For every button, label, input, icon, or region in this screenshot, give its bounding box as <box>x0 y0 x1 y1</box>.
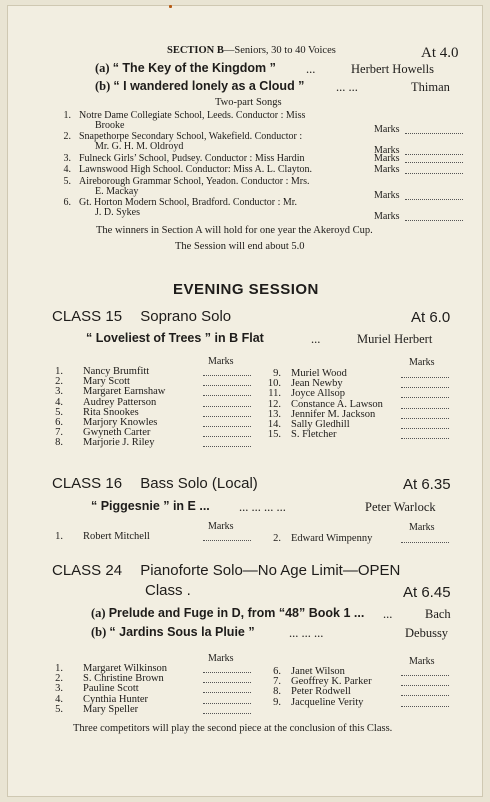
competitor-name: S. Fletcher <box>291 429 337 441</box>
song-b-composer: Thiman <box>411 80 450 94</box>
competitor-name: Rita Snookes <box>83 406 139 418</box>
class-16-number: CLASS 16 <box>52 475 123 492</box>
competitor-number: 6. <box>55 417 63 428</box>
competitor-name: Gwyneth Carter <box>83 427 151 439</box>
marks-line <box>203 438 251 447</box>
class-16-marks-label-left: Marks <box>208 521 234 532</box>
class-16-composer: Peter Warlock <box>365 500 436 514</box>
song-b <box>95 79 304 94</box>
marks-line <box>203 428 251 437</box>
class-24-piece-b-title: “ Jardins Sous la Pluie ” <box>109 625 255 639</box>
competitor-name: Robert Mitchell <box>83 531 150 542</box>
class-24-name: Pianoforte Solo—No Age Limit—OPEN <box>140 562 401 579</box>
marks-line <box>401 400 449 409</box>
class-15-name: Soprano Solo <box>140 308 232 325</box>
competitor-number: 7. <box>273 676 281 688</box>
competitor-name: Peter Rodwell <box>291 686 351 698</box>
competitor-number: 9. <box>273 696 281 708</box>
marks-line <box>405 212 463 221</box>
section-b-heading <box>167 45 336 56</box>
class-24-footnote: Three competitors will play the second piece at the conclusion of this Class. <box>73 723 393 734</box>
competitor-name: Sally Gledhill <box>291 419 350 430</box>
marks-line <box>203 664 251 673</box>
marks-line <box>203 398 251 407</box>
class-24-marks-label-right: Marks <box>409 656 435 667</box>
marks-line <box>203 367 251 376</box>
competitor-name: Janet Wilson <box>291 666 345 677</box>
competitor-number: 8. <box>273 686 281 698</box>
marks-line <box>401 687 449 696</box>
song-a-dots: ... <box>306 62 316 76</box>
competitor-name: S. Christine Brown <box>83 673 164 685</box>
competitor-number: 1. <box>55 663 63 674</box>
class-24-heading <box>52 562 400 579</box>
section-b-label: SECTION B <box>167 45 224 56</box>
programme-page: SECTION B—Seniors, 30 to 40 Voices At 4.0 (a) “ The Key of the Kingdom ” ... Herbert Howells (b) “ I wandered lonely as a Cloud ” ... ... Thiman Two-part Songs 1. Notre Dame Collegiate School, Leeds. Conductor : Miss Brooke Marks 2. Snapethorpe Secondary School, Wakefield. Conductor : Mr. G. H. M. Oldroyd Marks 3. Fulneck Girls’ School, Pudsey. Conductor : Miss Hardin Marks 4. Lawnswood High School. Conductor: Miss A. L. Clayton. Marks 5. Aireborough Grammar School, Yeadon. Conductor : Mrs. E. Mackay Marks 6. Gt. Horton Modern School, Bradford. Conductor : Mr. J. D. Sykes Marks The winners in Section A will hold for one year the Akeroyd Cup. The Session will end about 5.0 EVENING SESSION CLASS 15 Soprano Solo At 6.0 “ Loveliest of Trees ” in B Flat ... Muriel Herbert Marks Marks 1. Nancy Brumfitt 2. Mary Scott 3. Margaret Earnshaw 4. Audrey Patterson 5. Rita Snookes 6. Marjory Knowles 7. Gwyneth Carter 8. Marjorie J. Riley 9. Muriel Wood 10. Jean Newby 11. Joyce Allsop 12. Constance A. Lawson 13. Jennifer M. Jackson 14. Sally Gledhill 15. S. Fletcher CLASS 16 Bass Solo (Local) At 6.35 “ Piggesnie ” in E ... ... ... ... ... Peter Warlock Marks Marks 1. Robert Mitchell 2. Edward Wimpenny CLASS 24 Pianoforte Solo—No Age Limit—OPEN Class . At 6.45 (a) Prelude and Fuge in D, from “48” Book 1 ... ... Bach (b) “ Jardins Sous la Pluie ” ... ... ... Debussy Marks Marks 1. Margaret Wilkinson 2. S. Christine Brown 3. Pauline Scott 4. Cynthia Hunter 5. Mary Speller 6. Janet Wilson 7. Geoffrey K. Parker 8. Peter Rodwell 9. Jacqueline Verity Three competitors will play the second piece at the conclusion of this Class. <box>7 5 483 797</box>
marks-line <box>405 154 463 163</box>
section-b-note-cup: The winners in Section A will hold for one year the Akeroyd Cup. <box>96 225 373 236</box>
competitor-number: 10. <box>267 378 281 390</box>
competitor-number: 4. <box>55 693 63 705</box>
competitor-number: 8. <box>55 437 63 449</box>
class-15-time: At 6.0 <box>411 309 451 326</box>
class-15-number: CLASS 15 <box>52 308 123 325</box>
marks-line <box>401 420 449 429</box>
song-a <box>95 61 276 76</box>
class-24-piece-a-title: Prelude and Fuge in D, from “48” Book 1 ... <box>108 606 365 620</box>
class-24-piece-a: (a) Prelude and Fuge in D, from “48” Book 1 ... <box>91 606 365 620</box>
ink-speck <box>169 5 172 8</box>
song-a-label: (a) <box>95 61 110 75</box>
marks-line <box>401 410 449 419</box>
competitor-name: Audrey Patterson <box>83 396 157 408</box>
class-16-piece <box>91 499 210 514</box>
marks-line <box>405 125 463 134</box>
class-15-piece-title: “ Loveliest of Trees ” in B Flat <box>86 331 264 345</box>
class-24-time: At 6.45 <box>403 584 451 601</box>
competitor-number: 9. <box>273 368 281 379</box>
marks-line <box>203 674 251 683</box>
competitor-number: 4. <box>55 396 63 408</box>
marks-line <box>401 369 449 378</box>
marks-line <box>203 377 251 386</box>
competitor-name: Nancy Brumfitt <box>83 366 150 377</box>
section-b-subheading: —Seniors, 30 to 40 Voices <box>223 45 336 56</box>
competitor-name: Cynthia Hunter <box>83 693 149 705</box>
song-b-title: “ I wandered lonely as a Cloud ” <box>113 79 305 93</box>
competitor-name: Mary Speller <box>83 703 139 715</box>
marks-line <box>401 667 449 676</box>
competitor-name: Mary Scott <box>83 376 130 388</box>
competitor-number: 1. <box>55 366 63 377</box>
class-15-piece <box>86 331 264 346</box>
competitor-name: Muriel Wood <box>291 368 347 379</box>
class-16-time: At 6.35 <box>403 476 451 493</box>
marks-line <box>203 705 251 714</box>
class-24-name-cont: Class . <box>145 582 191 599</box>
marks-line <box>401 379 449 388</box>
competitor-number: 3. <box>55 683 63 695</box>
competitor-name: Pauline Scott <box>83 683 139 695</box>
marks-line <box>401 534 449 543</box>
class-16-name: Bass Solo (Local) <box>140 475 258 492</box>
competitor-number: 2. <box>55 673 63 685</box>
competitor-name: Geoffrey K. Parker <box>291 676 372 688</box>
competitor-name: Jacqueline Verity <box>291 696 364 708</box>
competitor-number: 3. <box>55 386 63 398</box>
class-24-piece-b-composer: Debussy <box>405 626 449 640</box>
class-16-heading <box>52 475 258 492</box>
class-15-marks-label-right: Marks <box>409 357 435 368</box>
marks-line <box>203 408 251 417</box>
competitor-number: 14. <box>267 419 281 430</box>
competitor-number: 2. <box>273 533 281 544</box>
marks-line <box>401 698 449 707</box>
section-b-note-end: The Session will end about 5.0 <box>175 241 305 252</box>
marks-line <box>203 684 251 693</box>
song-a-composer: Herbert Howells <box>351 62 434 76</box>
competitor-number: 15. <box>267 429 281 441</box>
marks-line <box>203 532 251 541</box>
competitor-number: 13. <box>267 408 281 420</box>
class-15-heading <box>52 308 231 325</box>
class-15-marks-label-left: Marks <box>208 356 234 367</box>
competitor-number: 5. <box>55 406 63 418</box>
marks-line <box>203 418 251 427</box>
song-b-label: (b) <box>95 79 111 93</box>
class-15-composer: Muriel Herbert <box>357 332 433 346</box>
competitor-name: Marjorie J. Riley <box>83 437 155 449</box>
marks-line <box>405 165 463 174</box>
class-24-piece-b: (b) “ Jardins Sous la Pluie ” <box>91 625 255 639</box>
class-24-piece-b-dots: ... ... ... <box>289 626 324 640</box>
competitor-number: 6. <box>273 666 281 677</box>
song-b-dots: ... ... <box>336 80 358 94</box>
competitor-number: 2. <box>55 376 63 388</box>
two-part-songs-note: Two-part Songs <box>215 97 282 108</box>
marks-line <box>203 695 251 704</box>
class-16-marks-label-right: Marks <box>409 522 435 533</box>
class-24-piece-a-dots: ... <box>383 607 393 621</box>
competitor-number: 11. <box>268 388 281 400</box>
marks-line <box>401 430 449 439</box>
competitor-name: Marjory Knowles <box>83 417 158 428</box>
competitor-number: 7. <box>55 427 63 439</box>
class-16-piece-title: “ Piggesnie ” in E ... <box>91 499 210 513</box>
marks-line <box>405 191 463 200</box>
class-24-number: CLASS 24 <box>52 562 123 579</box>
competitor-number: 5. <box>55 703 63 715</box>
marks-line <box>203 387 251 396</box>
song-a-title: “ The Key of the Kingdom ” <box>112 61 276 75</box>
class-15-piece-dots: ... <box>311 332 321 346</box>
competitor-number: 1. <box>55 531 63 542</box>
competitor-name: Constance A. Lawson <box>291 398 383 410</box>
competitor-name: Margaret Earnshaw <box>83 386 166 398</box>
marks-line <box>401 389 449 398</box>
class-24-piece-a-composer: Bach <box>425 607 451 621</box>
evening-session-title: EVENING SESSION <box>173 281 319 298</box>
class-16-piece-dots: ... ... ... ... <box>239 500 286 514</box>
competitor-number: 12. <box>267 398 281 410</box>
competitor-name: Edward Wimpenny <box>291 533 373 544</box>
competitor-name: Joyce Allsop <box>291 388 345 400</box>
competitor-name: Margaret Wilkinson <box>83 663 168 674</box>
marks-line <box>401 677 449 686</box>
competitor-name: Jennifer M. Jackson <box>291 408 376 420</box>
section-b-time: At 4.0 <box>421 45 459 61</box>
competitor-name: Jean Newby <box>291 378 343 390</box>
class-24-marks-label-left: Marks <box>208 653 234 664</box>
